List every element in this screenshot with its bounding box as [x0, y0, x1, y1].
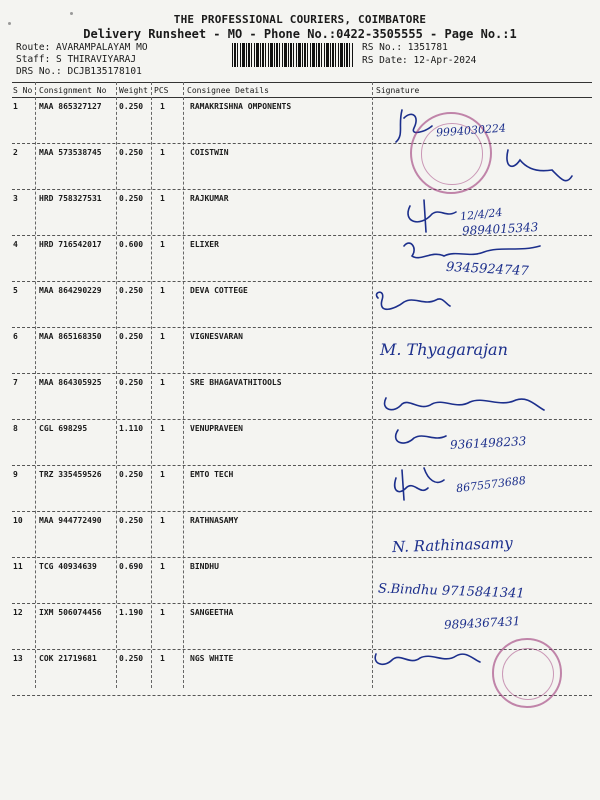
signature-10-name: N. Rathinasamy	[391, 533, 513, 557]
row-sno: 1	[13, 102, 18, 111]
signature-4-phone: 9345924747	[445, 259, 530, 280]
row-consignment-no: HRD 758327531	[39, 194, 102, 203]
row-weight: 0.250	[119, 654, 144, 663]
row-weight: 0.250	[119, 148, 144, 157]
row-weight: 0.250	[119, 332, 144, 341]
row-weight: 0.250	[119, 102, 144, 111]
table-row	[0, 98, 600, 144]
row-consignment-no: MAA 573538745	[39, 148, 102, 157]
signature-3-phone: 9894015343	[461, 220, 539, 238]
row-pcs: 1	[160, 148, 165, 157]
col-header-weight: Weight	[119, 86, 148, 95]
signature-11-name: S.Bindhu 9715841341	[377, 581, 525, 602]
row-pcs: 1	[160, 562, 165, 571]
row-consignee: EMTO TECH	[190, 470, 234, 479]
row-sno: 3	[13, 194, 18, 203]
row-sno: 8	[13, 424, 18, 433]
row-consignment-no: CGL 698295	[39, 424, 88, 433]
row-sno: 7	[13, 378, 18, 387]
row-weight: 0.250	[119, 470, 144, 479]
row-consignee: RAMAKRISHNA OMPONENTS	[190, 102, 292, 111]
row-sno: 12	[13, 608, 23, 617]
row-pcs: 1	[160, 516, 165, 525]
signature-1-phone: 9994030224	[435, 121, 507, 140]
row-weight: 0.250	[119, 194, 144, 203]
col-header-consignment: Consignment No	[39, 86, 107, 95]
row-consignee: DEVA COTTEGE	[190, 286, 248, 295]
row-consignment-no: TRZ 335459526	[39, 470, 102, 479]
row-consignment-no: MAA 864290229	[39, 286, 102, 295]
row-consignment-no: MAA 864305925	[39, 378, 102, 387]
company-title: THE PROFESSIONAL COURIERS, COIMBATORE	[173, 13, 427, 26]
col-header-sno: S No	[13, 86, 33, 95]
row-sno: 5	[13, 286, 18, 295]
signature-8-phone: 9361498233	[449, 434, 527, 452]
table-row	[0, 144, 600, 190]
staff-label: Staff: S THIRAVIYARAJ	[16, 54, 137, 65]
row-consignee: ELIXER	[190, 240, 219, 249]
row-pcs: 1	[160, 240, 165, 249]
row-pcs: 1	[160, 102, 165, 111]
row-sno: 10	[13, 516, 23, 525]
table-top-rule	[12, 82, 592, 83]
table-row	[0, 466, 600, 512]
row-sno: 4	[13, 240, 18, 249]
row-weight: 0.690	[119, 562, 144, 571]
row-sno: 6	[13, 332, 18, 341]
row-sno: 13	[13, 654, 23, 663]
signature-6-name: M. Thyagarajan	[380, 340, 508, 359]
runsheet-subtitle: Delivery Runsheet - MO - Phone No.:0422-3505555 - Page No.:1	[83, 27, 517, 41]
row-pcs: 1	[160, 194, 165, 203]
row-pcs: 1	[160, 470, 165, 479]
row-weight: 0.250	[119, 286, 144, 295]
drs-number: DRS No.: DCJB135178101	[16, 66, 142, 77]
rs-number: RS No.: 1351781	[362, 42, 448, 53]
row-sno: 11	[13, 562, 23, 571]
col-header-consignee: Consignee Details	[187, 86, 269, 95]
row-consignee: VENUPRAVEEN	[190, 424, 243, 433]
row-consignee: RATHNASAMY	[190, 516, 239, 525]
table-row	[0, 282, 600, 328]
row-sno: 2	[13, 148, 18, 157]
row-consignee: VIGNESVARAN	[190, 332, 243, 341]
route-label: Route: AVARAMPALAYAM MO	[16, 42, 148, 53]
row-sno: 9	[13, 470, 18, 479]
row-weight: 1.110	[119, 424, 144, 433]
company-stamp	[492, 638, 562, 708]
row-pcs: 1	[160, 424, 165, 433]
row-consignment-no: MAA 865327127	[39, 102, 102, 111]
signature-9-phone: 8675573688	[455, 473, 527, 496]
table-row	[0, 374, 600, 420]
row-consignment-no: IXM 506074456	[39, 608, 102, 617]
rs-date: RS Date: 12-Apr-2024	[362, 55, 477, 66]
signature-12-phone: 9894367431	[443, 614, 521, 632]
row-consignment-no: COK 21719681	[39, 654, 97, 663]
row-weight: 0.250	[119, 378, 144, 387]
paper-speck	[70, 12, 73, 15]
row-consignment-no: HRD 716542017	[39, 240, 102, 249]
row-pcs: 1	[160, 608, 165, 617]
row-weight: 0.600	[119, 240, 144, 249]
row-consignee: SRE BHAGAVATHITOOLS	[190, 378, 282, 387]
table-row	[0, 328, 600, 374]
row-consignment-no: TCG 40934639	[39, 562, 97, 571]
paper-speck	[8, 22, 11, 25]
row-consignee: NGS WHITE	[190, 654, 234, 663]
row-consignee: COISTWIN	[190, 148, 229, 157]
row-consignee: RAJKUMAR	[190, 194, 229, 203]
col-header-pcs: PCS	[154, 86, 169, 95]
row-consignment-no: MAA 944772490	[39, 516, 102, 525]
row-pcs: 1	[160, 378, 165, 387]
signature-3-date: 12/4/24	[459, 205, 503, 224]
row-pcs: 1	[160, 286, 165, 295]
row-weight: 1.190	[119, 608, 144, 617]
row-consignee: SANGEETHA	[190, 608, 234, 617]
row-pcs: 1	[160, 332, 165, 341]
barcode	[232, 43, 354, 67]
row-pcs: 1	[160, 654, 165, 663]
row-weight: 0.250	[119, 516, 144, 525]
col-header-signature: Signature	[376, 86, 420, 95]
row-consignment-no: MAA 865168350	[39, 332, 102, 341]
row-consignee: BINDHU	[190, 562, 219, 571]
